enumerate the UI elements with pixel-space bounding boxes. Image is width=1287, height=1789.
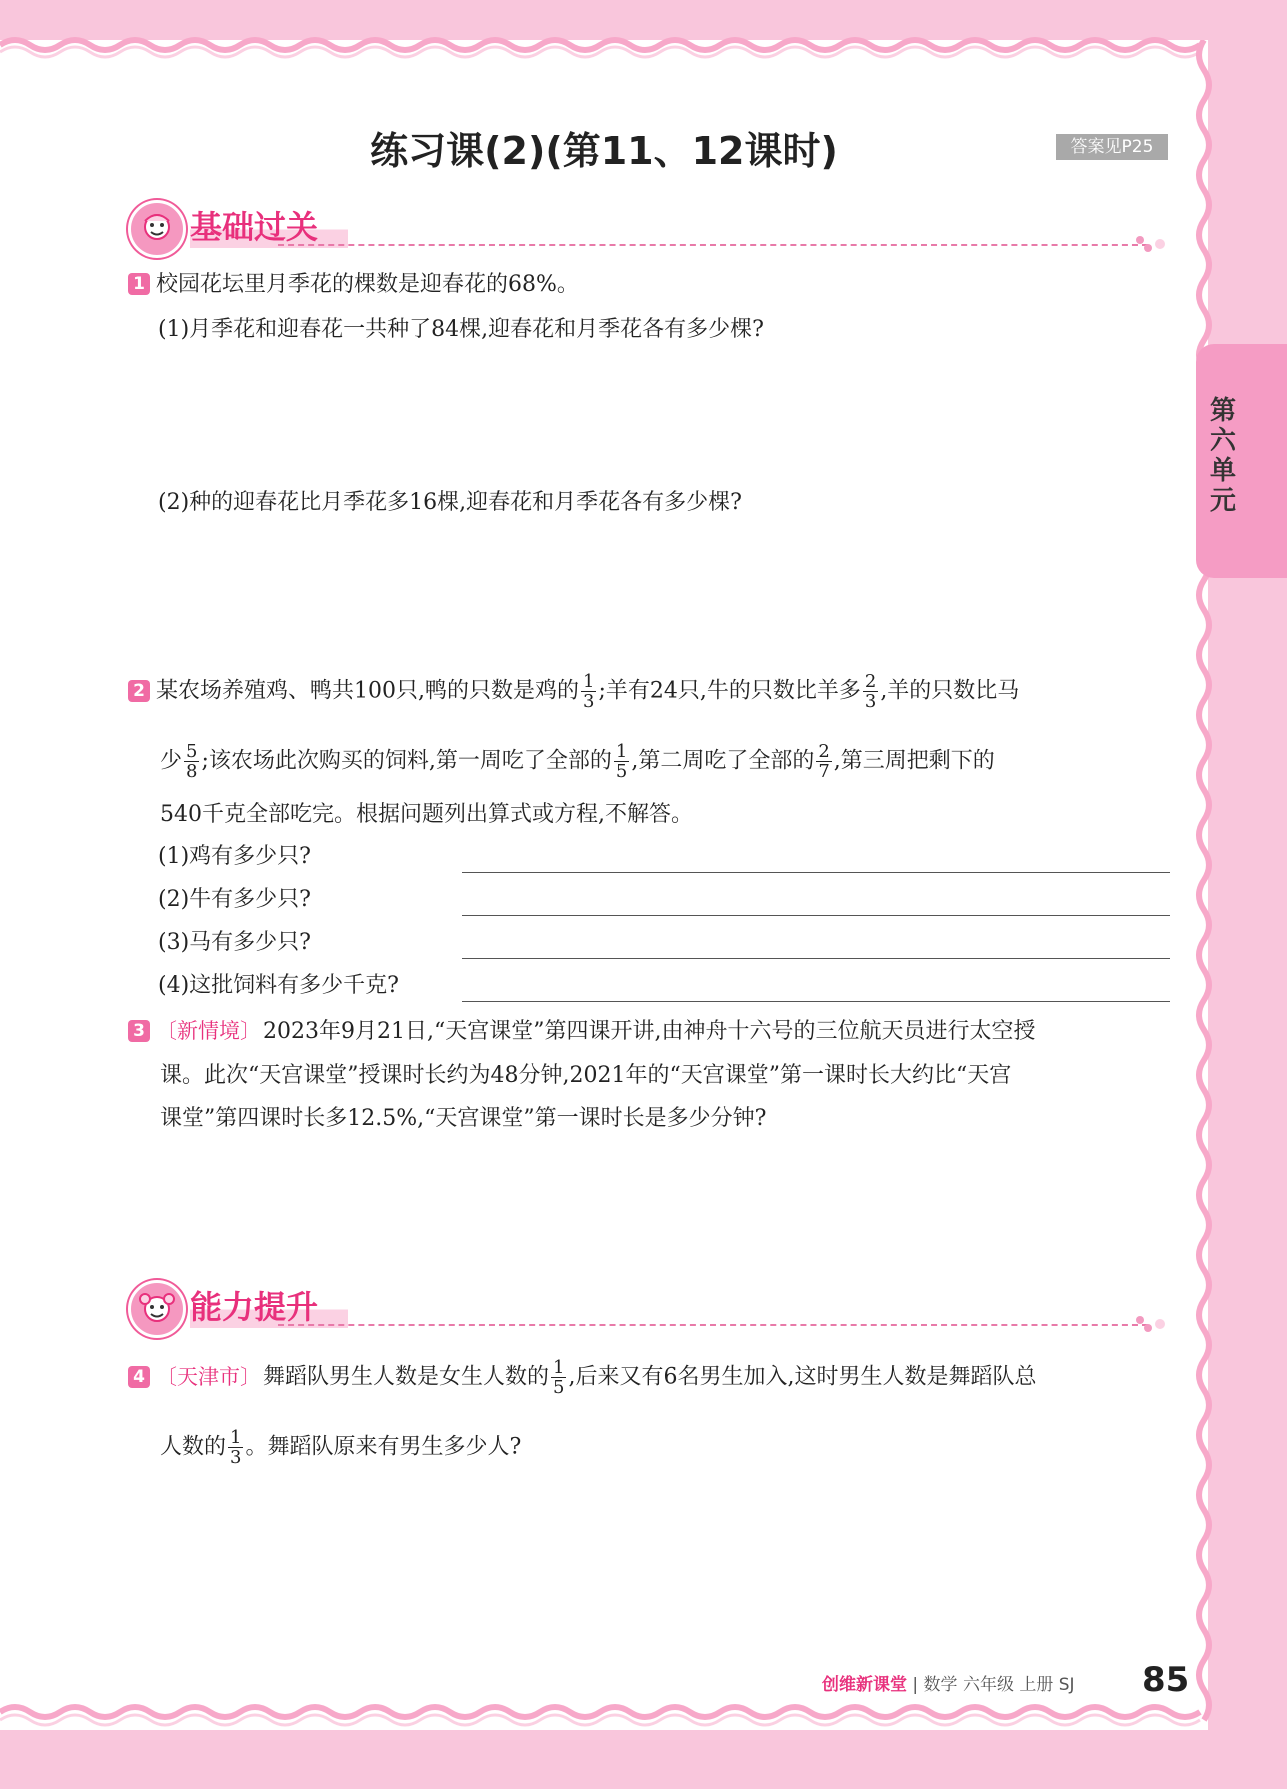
answer-line-2[interactable] [462,913,1170,916]
fraction-1-3: $\frac{1}{3}$ [583,671,595,712]
fraction-1-3: $\frac{1}{3}$ [230,1427,242,1468]
page-number: 85 [1142,1660,1190,1700]
fraction-1-5: $\frac{1}{5}$ [615,741,628,782]
section-basic-header [128,200,1168,260]
fraction-2-7: $\frac{2}{7}$ [818,741,830,782]
question-3-line-3: 课堂”第四课时长多12.5%,“天宫课堂”第一课时长是多少分钟? [160,1106,767,1131]
text-run: 少 [160,748,183,774]
question-number-2: 2 [128,680,150,702]
question-4-line-1 [128,1358,1036,1397]
fraction-2-3: $\frac{2}{3}$ [864,671,877,712]
text-run: 人数的 [160,1434,227,1460]
question-1-stem [128,270,579,300]
unit-side-tab-label: 第六单元 [1209,396,1236,516]
question-3-line-2: 课。此次“天宫课堂”授课时长约为48分钟,2021年的“天宫课堂”第一课时长大约比“天宫 [160,1063,1012,1088]
footer-separator: | [907,1675,924,1695]
text-run: ;羊有24只,牛的只数比羊多 [598,678,861,704]
bottom-wave-border [0,1700,1208,1730]
text-run: ,第三周把剩下的 [833,748,995,774]
section-advanced-header [128,1280,1168,1340]
text-run: ;该农场此次购买的饲料,第一周吃了全部的 [201,748,612,774]
text-run: 舞蹈队男生人数是女生人数的 [263,1364,550,1390]
section-basic-title: 基础过关 [190,202,348,248]
question-number-4: 4 [128,1366,150,1388]
section-advanced-title: 能力提升 [190,1282,348,1328]
girl-mascot-icon [128,1280,186,1338]
question-2-line-3: 540千克全部吃完。根据问题列出算式或方程,不解答。 [160,802,693,827]
answer-line-1[interactable] [462,870,1170,873]
text-run: 。舞蹈队原来有男生多少人? [245,1434,522,1460]
text-run: ,羊的只数比马 [880,678,1020,704]
fraction-1-5: $\frac{1}{5}$ [553,1357,565,1398]
top-wave-border [0,30,1208,60]
question-3-tag: 〔新情境〕 [156,1019,261,1043]
question-2-sub-1: (1)鸡有多少只? [158,844,311,869]
question-1-part-2: (2)种的迎春花比月季花多16棵,迎春花和月季花各有多少棵? [158,490,742,515]
answer-reference-badge: 答案见P25 [1056,134,1168,160]
footer-brand: 创维新课堂 [822,1675,907,1695]
text-run: 某农场养殖鸡、鸭共100只,鸭的只数是鸡的 [156,678,579,704]
page-title: 练习课(2)(第11、12课时) [370,129,838,173]
question-number-3: 3 [128,1020,150,1042]
text-run: ,第二周吃了全部的 [631,748,815,774]
decor-dots-icon [1132,1314,1168,1334]
question-3-line-1 [128,1016,1035,1047]
answer-line-4[interactable] [462,999,1170,1002]
section-divider [278,244,1148,246]
question-2-line-1 [128,672,1019,711]
text-run: ,后来又有6名男生加入,这时男生人数是舞蹈队总 [568,1364,1037,1390]
answer-line-3[interactable] [462,956,1170,959]
question-2-sub-3: (3)马有多少只? [158,930,311,955]
footer-info: 数学 六年级 上册 SJ [923,1675,1075,1695]
boy-mascot-icon [128,200,186,258]
page-footer [822,1670,1075,1695]
question-2-line-2 [160,742,995,781]
question-2-sub-4: (4)这批饲料有多少千克? [158,973,399,998]
fraction-5-8: $\frac{5}{8}$ [186,741,198,782]
right-wave-border [1190,40,1226,1730]
question-2-sub-2: (2)牛有多少只? [158,887,311,912]
question-4-line-2 [160,1428,521,1467]
decor-dots-icon [1132,234,1168,254]
text-run: 2023年9月21日,“天宫课堂”第四课开讲,由神舟十六号的三位航天员进行太空授 [263,1019,1036,1044]
question-4-tag: 〔天津市〕 [156,1364,261,1389]
question-number-1: 1 [128,273,150,295]
question-1-part-1: (1)月季花和迎春花一共种了84棵,迎春花和月季花各有多少棵? [158,317,764,342]
question-1-text: 校园花坛里月季花的棵数是迎春花的68%。 [156,272,579,297]
section-divider [278,1324,1148,1326]
